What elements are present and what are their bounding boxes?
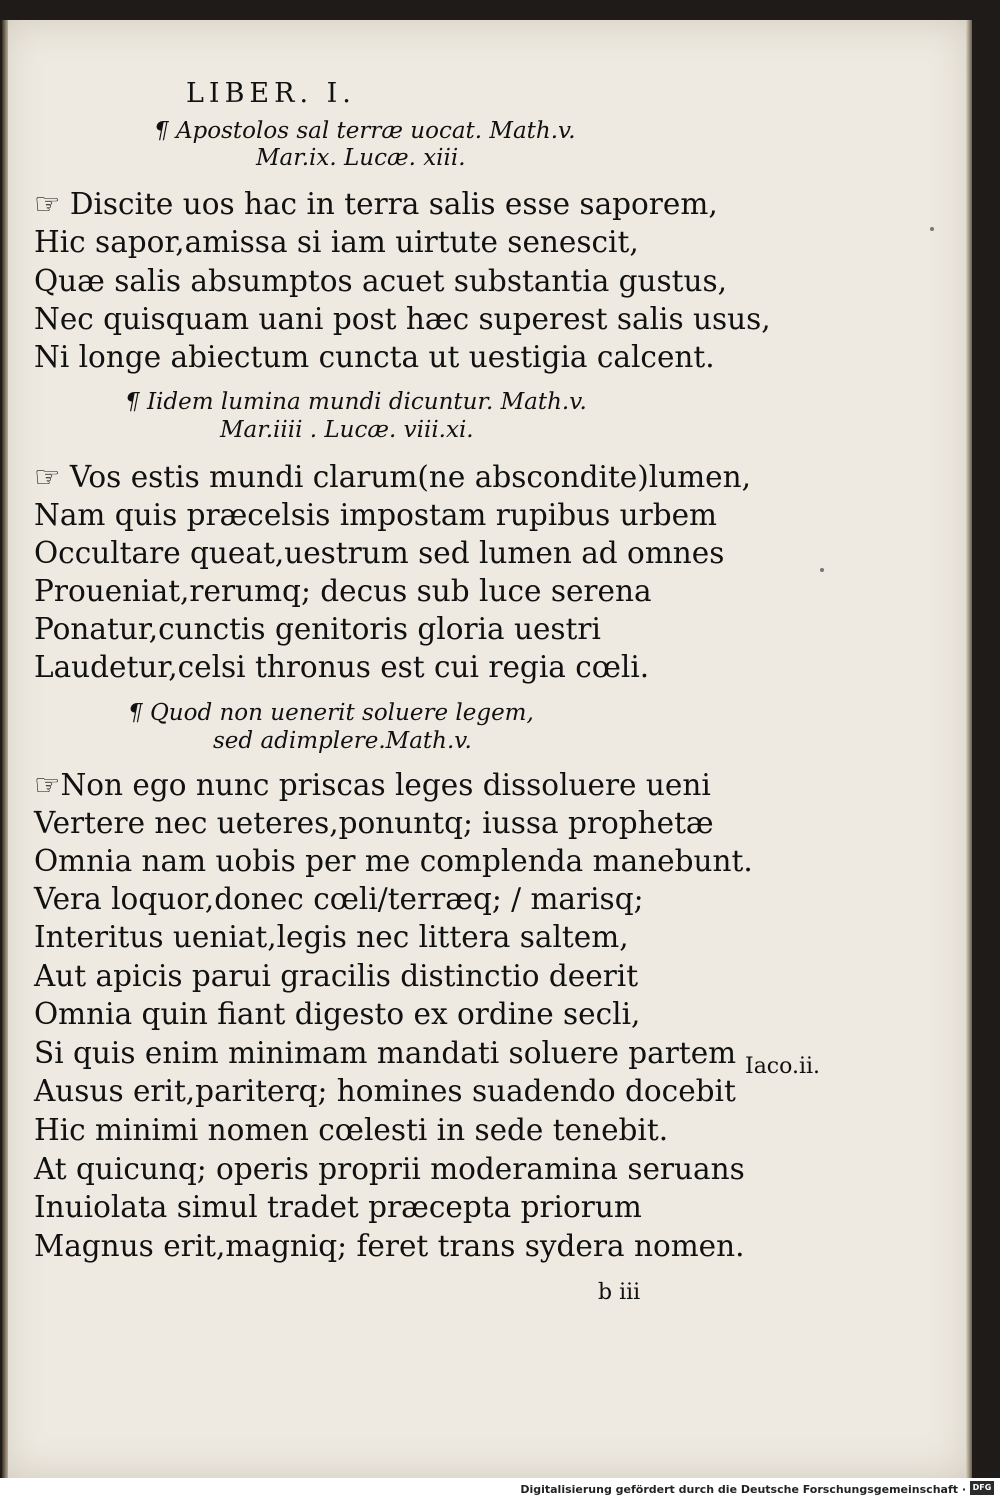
page-edge: [966, 20, 972, 1478]
verse-line: Vera loquor,donec cœli/terræq; / marisq;: [34, 882, 644, 916]
verse-line: Interitus ueniat,legis nec littera saltem,: [34, 920, 629, 954]
signature-mark: b iii: [598, 1280, 641, 1305]
verse-line: Ponatur,cunctis genitoris gloria uestri: [34, 612, 601, 646]
page-spine-shadow: [2, 20, 8, 1478]
footer-credit: Digitalisierung gefördert durch die Deutsche Forschungsgemeinschaft ·: [520, 1483, 966, 1496]
verse-line: Si quis enim minimam mandati soluere partem: [34, 1036, 737, 1070]
paper-speck: [820, 568, 824, 572]
verse-line: Occultare queat,uestrum sed lumen ad omnes: [34, 536, 725, 570]
verse-line: Ausus erit,pariterq; homines suadendo docebit: [34, 1074, 736, 1108]
section-heading: ¶ Iidem lumina mundi dicuntur. Math.v.: [125, 389, 587, 415]
verse-line: Vertere nec ueteres,ponuntq; iussa prophetæ: [34, 806, 714, 840]
verse-line: Proueniat,rerumq; decus sub luce serena: [34, 574, 652, 608]
running-head: LIBER. I.: [186, 78, 356, 109]
verse-line: ☞Non ego nunc priscas leges dissoluere ueni: [34, 768, 711, 802]
section-heading: ¶ Quod non uenerit soluere legem,: [128, 700, 534, 726]
verse-line: Laudetur,celsi thronus est cui regia cœli.: [34, 650, 650, 684]
verse-line: Omnia quin fiant digesto ex ordine secli,: [34, 997, 641, 1031]
verse-line: ☞ Discite uos hac in terra salis esse saporem,: [34, 187, 718, 221]
verse-line: At quicunq; operis proprii moderamina seruans: [34, 1152, 745, 1186]
section-heading: sed adimplere.Math.v.: [213, 728, 472, 754]
verse-line: Hic sapor,amissa si iam uirtute senescit,: [34, 225, 639, 259]
verse-line: ☞ Vos estis mundi clarum(ne abscondite)lumen,: [34, 460, 752, 494]
dfg-logo: DFG: [970, 1481, 994, 1495]
verse-line: Ni longe abiectum cuncta ut uestigia calcent.: [34, 340, 715, 374]
section-heading: Mar.ix. Lucæ. xiii.: [256, 145, 466, 171]
verse-line: Omnia nam uobis per me complenda manebunt.: [34, 844, 753, 878]
verse-line: Aut apicis parui gracilis distinctio deerit: [34, 959, 639, 993]
verse-line: Magnus erit,magniq; feret trans sydera nomen.: [34, 1229, 745, 1263]
verse-line: Quæ salis absumptos acuet substantia gustus,: [34, 264, 728, 298]
verse-line: Hic minimi nomen cœlesti in sede tenebit.: [34, 1113, 669, 1147]
verse-line: Nec quisquam uani post hæc superest salis usus,: [34, 302, 771, 336]
section-heading: ¶ Apostolos sal terræ uocat. Math.v.: [154, 118, 576, 144]
verse-line: Nam quis præcelsis impostam rupibus urbem: [34, 498, 718, 532]
verse-line: Inuiolata simul tradet præcepta priorum: [34, 1190, 642, 1224]
margin-note: Iaco.ii.: [745, 1054, 821, 1079]
section-heading: Mar.iiii . Lucæ. viii.xi.: [220, 417, 474, 443]
paper-speck: [930, 227, 934, 231]
